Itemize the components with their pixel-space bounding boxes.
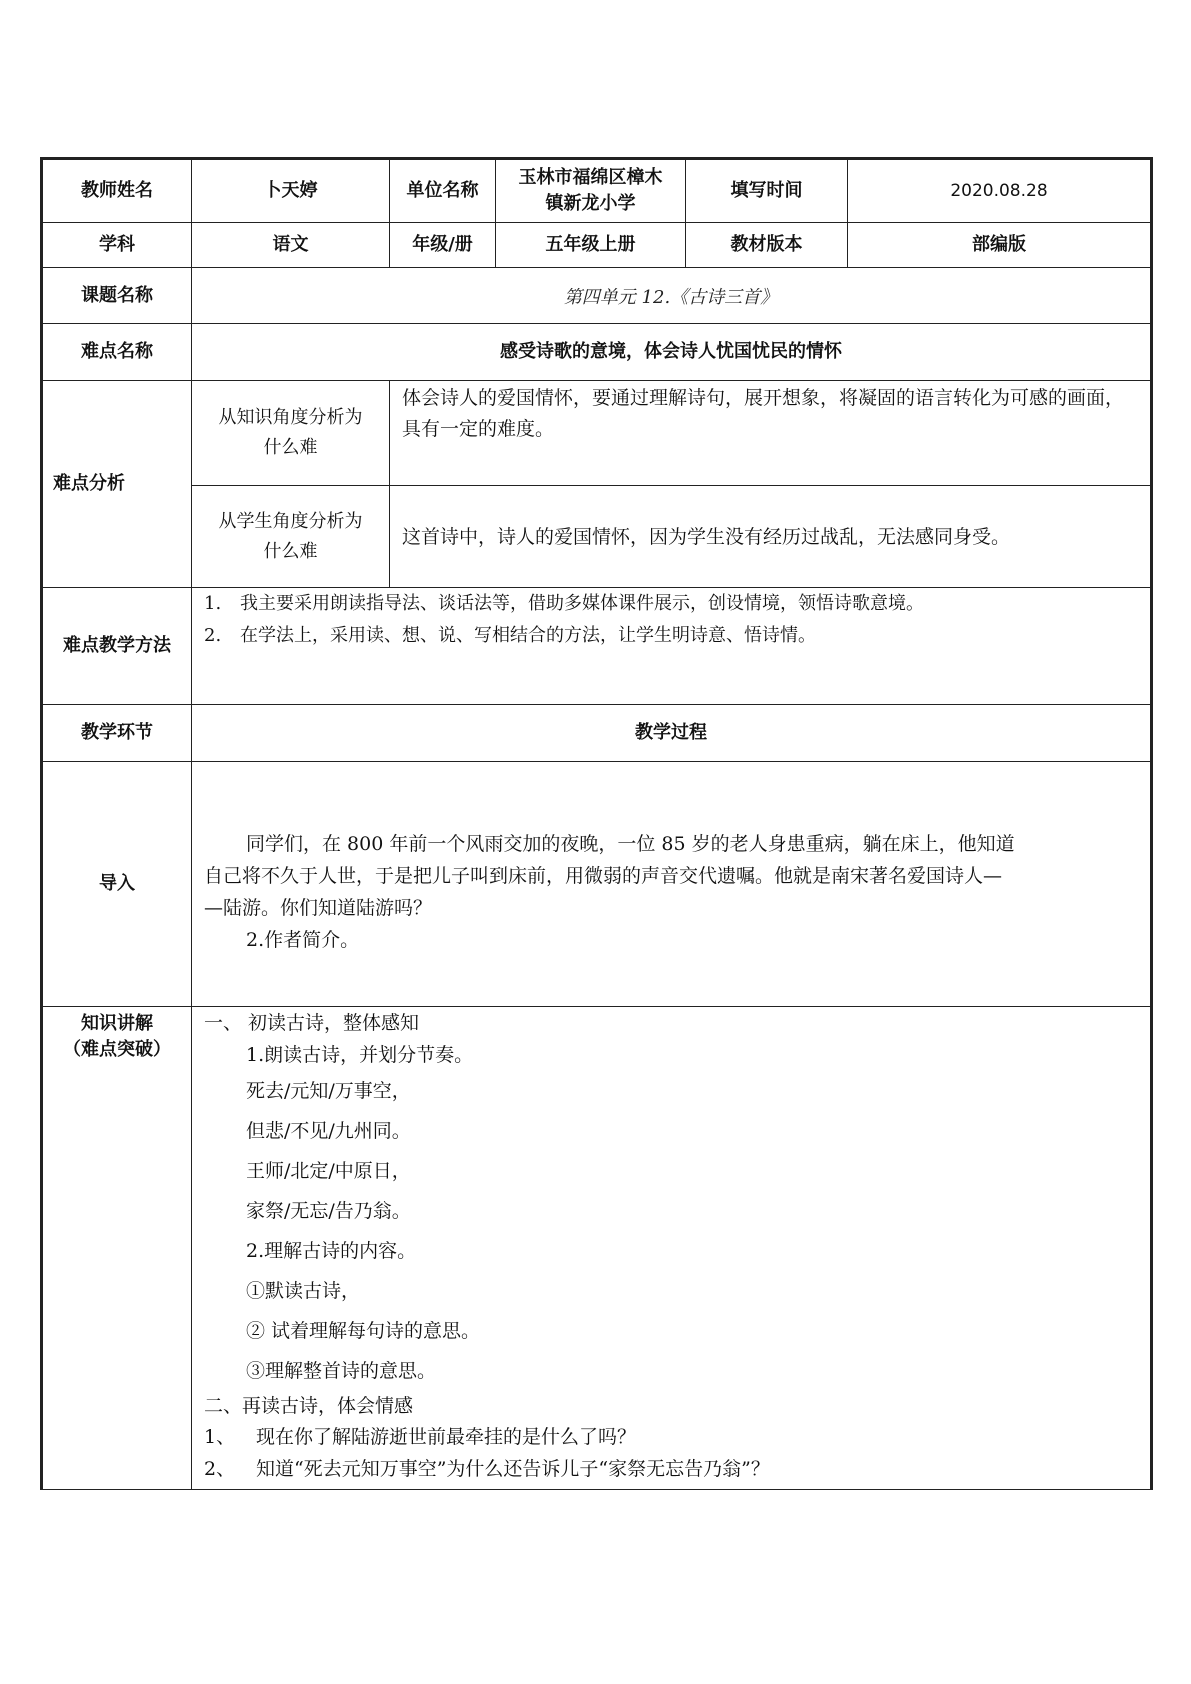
edition-value: 部编版: [848, 223, 1152, 268]
method-item-1: [204, 588, 1138, 620]
unit-label: 单位名称: [390, 159, 496, 223]
section-1-heading: 一、 初读古诗，整体感知: [204, 1012, 420, 1034]
analysis-knowledge-row: [42, 381, 1152, 486]
method-item-1-text: 我主要采用朗读指导法、谈话法等，借助多媒体课件展示，创设情境，领悟诗歌意境。: [240, 593, 924, 614]
info-row-1: [42, 159, 1152, 223]
step-2: 2.理解古诗的内容。: [246, 1240, 417, 1262]
stage-header: 教学环节: [42, 705, 192, 762]
topic-label: 课题名称: [42, 268, 192, 324]
knowledge-label-line1: 知识讲解: [81, 1013, 153, 1034]
unit-value-line2: 镇新龙小学: [545, 193, 636, 214]
knowledge-label-line2: （难点突破）: [63, 1039, 171, 1060]
poem-line-4: 家祭/无忘/告乃翁。: [246, 1200, 411, 1222]
step-1: 1.朗读古诗，并划分节奏。: [246, 1044, 474, 1066]
method-label: 难点教学方法: [42, 588, 192, 705]
intro-row: [42, 762, 1152, 1007]
unit-value-line1: 玉林市福绵区樟木: [518, 167, 663, 188]
edition-label: 教材版本: [686, 223, 848, 268]
student-angle-label-line1: 从学生角度分析为: [218, 510, 363, 532]
intro-item-2: 2.作者简介。: [246, 929, 360, 951]
student-angle-label-line2: 什么难: [263, 540, 318, 562]
knowledge-angle-label-line1: 从知识角度分析为: [218, 407, 363, 428]
knowledge-angle-value: 体会诗人的爱国情怀，要通过理解诗句，展开想象，将凝固的语言转化为可感的画面，具有一定的难度。: [390, 381, 1152, 486]
intro-value: [192, 762, 1152, 1007]
question-2-num: 2、: [204, 1458, 236, 1480]
method-row: [42, 588, 1152, 705]
method-item-1-num: 1.: [204, 593, 222, 614]
method-item-2-text: 在学法上，采用读、想、说、写相结合的方法，让学生明诗意、悟诗情。: [240, 625, 816, 646]
poem-line-1: 死去/元知/万事空，: [246, 1080, 411, 1102]
topic-row: [42, 268, 1152, 324]
knowledge-row: [42, 1007, 1152, 1490]
question-2: [204, 1453, 1138, 1485]
poem-line-2: 但悲/不见/九州同。: [246, 1120, 411, 1142]
subitem-3: ③理解整首诗的意思。: [246, 1360, 437, 1382]
question-1: [204, 1421, 1138, 1453]
subitem-2: ② 试着理解每句诗的意思。: [246, 1320, 481, 1342]
student-angle-label: [192, 486, 390, 588]
subject-value: 语文: [192, 223, 390, 268]
question-1-text: 现在你了解陆游逝世前最牵挂的是什么了吗？: [256, 1426, 637, 1448]
subject-label: 学科: [42, 223, 192, 268]
process-header-row: [42, 705, 1152, 762]
date-value: 2020.08.28: [848, 159, 1152, 223]
student-angle-value: 这首诗中，诗人的爱国情怀，因为学生没有经历过战乱，无法感同身受。: [390, 486, 1152, 588]
topic-value: 第四单元 12.《古诗三首》: [192, 268, 1152, 324]
knowledge-angle-label-line2: 什么难: [263, 437, 318, 458]
poem-line-3: 王师/北定/中原日，: [246, 1160, 411, 1182]
grade-value: 五年级上册: [496, 223, 686, 268]
intro-line-2: 自己将不久于人世，于是把儿子叫到床前，用微弱的声音交代遗嘱。他就是南宋著名爱国诗人—: [204, 865, 1003, 887]
difficulty-label: 难点名称: [42, 324, 192, 381]
info-row-2: [42, 223, 1152, 268]
question-1-num: 1、: [204, 1426, 236, 1448]
analysis-student-row: [42, 486, 1152, 588]
teacher-label: 教师姓名: [42, 159, 192, 223]
method-item-2: [204, 620, 1138, 652]
unit-value: [496, 159, 686, 223]
knowledge-label: [42, 1007, 192, 1490]
analysis-label: 难点分析: [42, 381, 192, 588]
intro-line-1: 同学们，在 800 年前一个风雨交加的夜晚，一位 85 岁的老人身患重病，躺在床上，他知道: [246, 833, 1015, 855]
lesson-plan-table: [40, 157, 1153, 1490]
section-2-heading: 二、再读古诗，体会情感: [204, 1395, 414, 1417]
subitem-1: ①默读古诗，: [246, 1280, 361, 1302]
knowledge-value: [192, 1007, 1152, 1490]
knowledge-angle-label: [192, 381, 390, 486]
intro-label: 导入: [42, 762, 192, 1007]
grade-label: 年级/册: [390, 223, 496, 268]
process-header: 教学过程: [192, 705, 1152, 762]
difficulty-value: 感受诗歌的意境，体会诗人忧国忧民的情怀: [192, 324, 1152, 381]
method-value: [192, 588, 1152, 705]
intro-line-3: —陆游。你们知道陆游吗？: [204, 897, 433, 919]
date-label: 填写时间: [686, 159, 848, 223]
method-item-2-num: 2.: [204, 625, 222, 646]
teacher-value: 卜天婷: [192, 159, 390, 223]
question-2-text: 知道“死去元知万事空”为什么还告诉儿子“家祭无忘告乃翁”？: [256, 1458, 770, 1480]
difficulty-row: [42, 324, 1152, 381]
